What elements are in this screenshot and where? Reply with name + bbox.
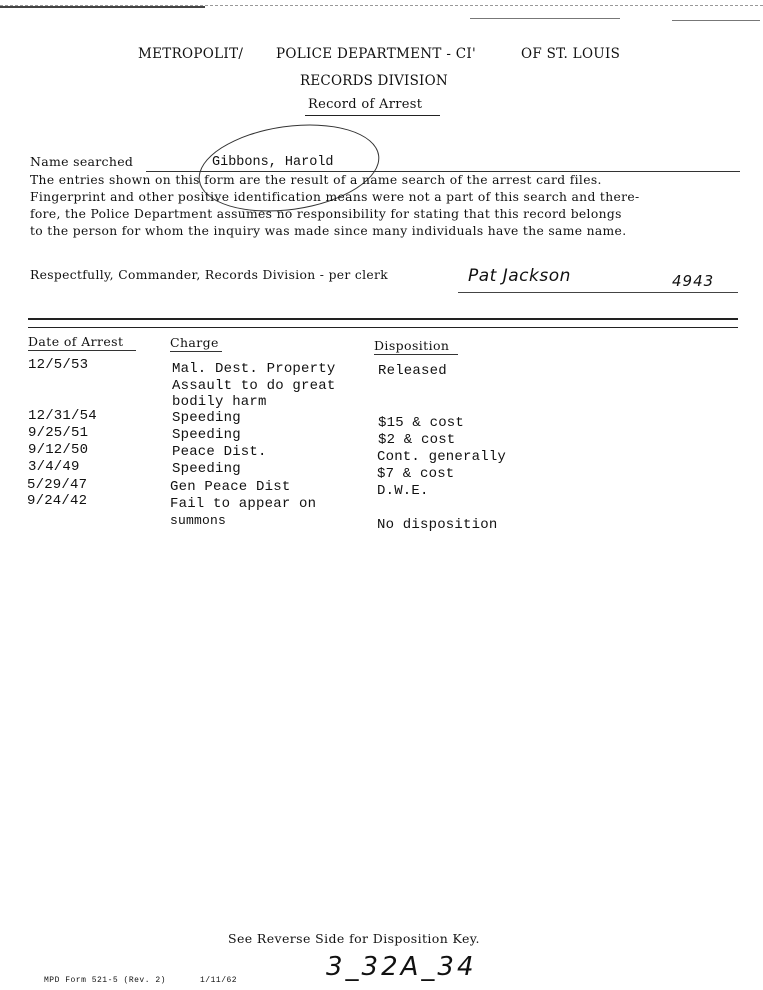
disclaimer-line-2: Fingerprint and other positive identification means were not a part of this search and there- bbox=[30, 190, 640, 204]
heading-part-mid: POLICE DEPARTMENT - CI' bbox=[276, 46, 477, 62]
disposition-key-note: See Reverse Side for Disposition Key. bbox=[228, 931, 480, 946]
table-row-charge: Speeding bbox=[172, 427, 241, 443]
form-title-underline bbox=[305, 115, 440, 116]
division-heading: RECORDS DIVISION bbox=[300, 73, 448, 89]
table-row-disposition: $7 & cost bbox=[377, 466, 455, 482]
table-row-date: 3/4/49 bbox=[28, 459, 80, 475]
disclaimer-line-1: The entries shown on this form are the result of a name search of the arrest card files. bbox=[30, 173, 602, 187]
section-divider-thin bbox=[28, 327, 738, 328]
table-row-charge: Gen Peace Dist bbox=[170, 479, 291, 495]
table-row-charge: Mal. Dest. Property bbox=[172, 361, 336, 377]
table-row-date: 5/29/47 bbox=[27, 477, 88, 493]
section-divider-thick bbox=[28, 318, 738, 320]
table-row-date: 12/5/53 bbox=[28, 357, 89, 373]
disclaimer-line-3: fore, the Police Department assumes no responsibility for stating that this record belongs bbox=[30, 207, 622, 221]
table-row-disposition: Cont. generally bbox=[377, 449, 507, 465]
table-row-charge: bodily harm bbox=[172, 394, 267, 410]
form-number: MPD Form 521-5 (Rev. 2) bbox=[44, 976, 166, 985]
table-row-charge: Assault to do great bbox=[172, 378, 336, 394]
signoff-text: Respectfully, Commander, Records Division - per clerk bbox=[30, 268, 389, 282]
signature-line bbox=[458, 292, 738, 293]
clerk-number: 4943 bbox=[672, 272, 715, 290]
table-row-charge: Speeding bbox=[172, 461, 241, 477]
column-header-disposition: Disposition bbox=[374, 338, 450, 353]
column-header-date: Date of Arrest bbox=[28, 334, 124, 349]
table-row-charge: Peace Dist. bbox=[172, 444, 267, 460]
disclaimer-line-4: to the person for whom the inquiry was made since many individuals have the same name. bbox=[30, 224, 627, 238]
table-row-disposition: D.W.E. bbox=[377, 483, 429, 499]
scan-artifact-fragment bbox=[672, 20, 760, 21]
table-row-charge: Speeding bbox=[172, 410, 241, 426]
column-header-charge: Charge bbox=[170, 335, 219, 350]
table-row-disposition: $2 & cost bbox=[378, 432, 456, 448]
name-searched-line bbox=[146, 171, 740, 172]
table-row-disposition: Released bbox=[378, 363, 447, 379]
handwritten-file-number: 3_32A_34 bbox=[326, 952, 477, 982]
column-header-charge-underline bbox=[170, 351, 222, 352]
clerk-signature: Pat Jackson bbox=[468, 266, 571, 286]
table-row-charge: Fail to appear on bbox=[170, 496, 317, 512]
column-header-disposition-underline bbox=[374, 354, 458, 355]
table-row-date: 12/31/54 bbox=[28, 408, 97, 424]
table-row-date: 9/12/50 bbox=[28, 442, 89, 458]
scan-artifact-bar bbox=[0, 6, 205, 8]
column-header-date-underline bbox=[28, 350, 136, 351]
name-searched-value: Gibbons, Harold bbox=[212, 155, 334, 170]
table-row-disposition: No disposition bbox=[377, 517, 498, 533]
scan-artifact-fragment bbox=[470, 18, 620, 19]
form-title: Record of Arrest bbox=[308, 97, 423, 112]
table-row-disposition: $15 & cost bbox=[378, 415, 465, 431]
table-row-date: 9/25/51 bbox=[28, 425, 89, 441]
name-searched-label: Name searched bbox=[30, 154, 134, 169]
heading-part-left: METROPOLIT/ bbox=[138, 46, 244, 62]
form-revision-date: 1/11/62 bbox=[200, 976, 238, 985]
heading-part-right: OF ST. LOUIS bbox=[521, 46, 621, 62]
table-row-charge: summons bbox=[170, 513, 227, 528]
table-row-date: 9/24/42 bbox=[27, 493, 88, 509]
